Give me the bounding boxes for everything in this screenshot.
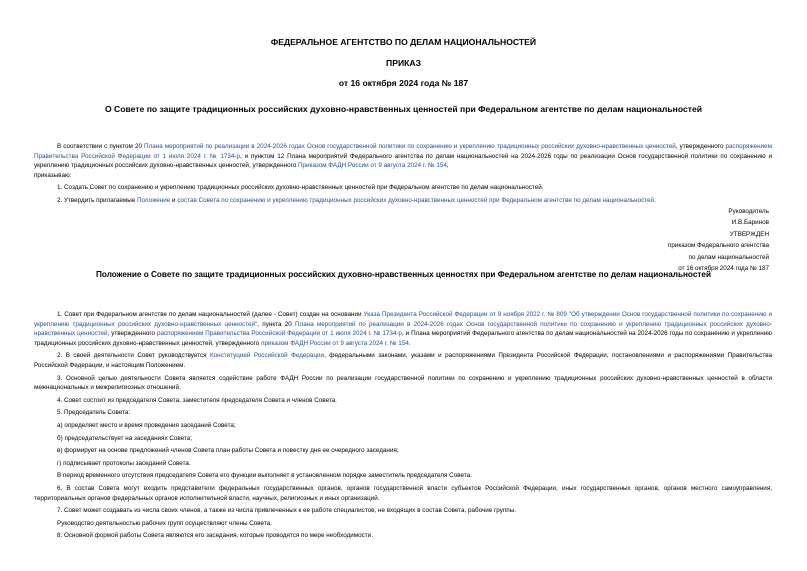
order-verb: приказываю: — [34, 171, 72, 179]
link-regulation[interactable]: Положение — [137, 196, 171, 204]
regulation-item-5: 5. Председатель Совета: — [57, 409, 131, 417]
approval-line-3: по делам национальностей — [688, 253, 769, 261]
link-fadn-order-154[interactable]: Приказом ФАДН России от 9 августа 2024 г. № 154 — [298, 162, 447, 170]
approval-line-4: от 16 октября 2024 года № 187 — [678, 265, 769, 273]
regulation-item-8: 8. Основной формой работы Совета являются его заседания, которые проводятся по мере необходимости. — [57, 532, 373, 540]
regulation-item-5b: б) председательствует на заседаниях Совета; — [57, 434, 193, 442]
doc-type-heading: ПРИКАЗ — [386, 58, 421, 68]
preamble-text-1: В соответствии с пунктом 20 — [57, 143, 145, 150]
link-plan-measures-2[interactable]: Плана мероприятий по реализации в 2024-2026 годах Основ государственной политики по сохранению и укреплению традиционных российских духовно-нравственных ценностей — [34, 320, 772, 338]
regulation-item-3: 3. Основной целью деятельности Совета является содействие работе ФАДН России по реализации государственной политики по сохранению и укреплению традиционных российских духовно-нравственных ценностей в области межнациональных и межрелигиозных отношений. — [34, 374, 772, 392]
reg-1-text-d: , и Плана мероприятий Федерального агентства по делам национальностей на 2024-2026 годы по сохранению и укреплению традиционных российских духовно-нравственных ценностей, утвержденного — [34, 330, 773, 347]
link-constitution[interactable]: Конституцией Российской Федерации — [209, 352, 325, 360]
link-council-composition[interactable]: состав Совета по сохранению и укреплению традиционных российских духовно-нравственных ценностей при Федеральном агентстве по делам национальностей — [177, 196, 655, 204]
reg-2-text-b: , федеральными законами, указами и распоряжениями Президента Российской Федерации, постановлениями и распоряжениями Правительства Российской Федерации, и настоящим Положением. — [34, 352, 772, 369]
regulation-item-5a: а) определяет место и время проведения заседаний Совета; — [57, 421, 236, 429]
link-government-order-2[interactable]: распоряжением Правительства Российской Федерации от 1 июля 2024 г. № 1734-р — [156, 330, 403, 338]
reg-1-text-b: , пункта 20 — [257, 320, 296, 328]
preamble-text-3: , и пунктом 12 Плана мероприятий Федерального агентства по делам национальностей на 2024-2026 годы по реализации Основ государственной политики по сохранению и укреплению традиционных российских духовно-нравственных ценностей, утвержденного — [34, 152, 772, 170]
regulation-title: Положение о Совете по защите традиционных российских духовно-нравственных ценностях при Федеральном агентстве по делам национальностей — [96, 270, 711, 279]
reg-2-text-a: 2. В своей деятельности Совет руководствуется — [57, 352, 210, 360]
reg-1-text-c: , утвержденного — [107, 330, 157, 338]
regulation-item-5e: В период временного отсутствия председателя Совета его функции выполняет в установленном порядке заместитель председателя Совета. — [57, 472, 472, 480]
agency-heading: ФЕДЕРАЛЬНОЕ АГЕНТСТВО ПО ДЕЛАМ НАЦИОНАЛЬНОСТЕЙ — [270, 37, 537, 47]
approval-stamp: УТВЕРЖДЕН — [729, 230, 769, 238]
regulation-block — [34, 310, 772, 541]
link-presidential-decree-809[interactable]: Указа Президента Российской Федерации от 9 ноября 2022 г. № 809 "Об утверждении Основ государственной политики по сохранению и укреплению традиционных российских духовно-нравственных ценностей" — [34, 311, 772, 328]
signature-block — [668, 206, 769, 274]
preamble-paragraph — [34, 142, 772, 171]
signature-role: Руководитель — [728, 208, 769, 215]
regulation-item-5d: г) подписывает протоколы заседаний Совета. — [57, 459, 191, 467]
preamble-block — [34, 142, 772, 206]
link-government-order[interactable]: распоряжением Правительства Российской Федерации от 1 июля 2024 г. № 1734-р — [34, 143, 772, 160]
signature-name: И.В.Баринов — [731, 219, 769, 227]
link-plan-measures[interactable]: Плана мероприятий по реализации в 2024-2026 годах Основ государственной политики по сохранению и укреплению традиционных российских духовно-нравственных ценностей — [144, 143, 676, 150]
order-2-text-b: и — [170, 196, 178, 204]
order-item-1: 1. Создать Совет по сохранению и укреплению традиционных российских духовно-нравственных ценностей при Федеральном агентстве по делам национальностей. — [57, 184, 544, 192]
preamble-text-4: , — [446, 162, 449, 170]
document-title: О Совете по защите традиционных российских духовно-нравственных ценностей при Федеральном агентстве по делам национальностей — [104, 104, 703, 114]
reg-1-text-a: 1. Совет при Федеральном агентстве по делам национальностей (далее - Совет) создан на основании — [57, 311, 364, 318]
order-2-text-c: . — [654, 196, 656, 204]
regulation-item-1 — [34, 310, 772, 348]
reg-1-text-e: . — [408, 339, 411, 347]
order-item-2 — [34, 196, 772, 206]
order-2-text-a: 2. Утвердить прилагаемые — [57, 196, 137, 204]
date-number-heading: от 16 октября 2024 года № 187 — [338, 78, 469, 88]
regulation-item-6: 6. В состав Совета могут входить представители федеральных государственных органов, органов государственной власти субъектов Российской Федерации, иных государственных органов, органов местного самоуправления, территориальных органов федеральных органов исполнительной власти, научных, религиозных и иных организаций. — [34, 484, 772, 502]
link-fadn-order-154-2[interactable]: приказом ФАДН России от 9 августа 2024 г. № 154 — [261, 339, 409, 347]
regulation-item-7: 7. Совет может создавать из числа своих членов, а также из числа привлеченных к ее работе специалистов, не входящих в состав Совета, рабочие группы. — [57, 507, 516, 515]
regulation-item-5c: в) формирует на основе предложений членов Совета план работы Совета и повестку дня ее очередного заседания; — [57, 447, 399, 455]
regulation-item-4: 4. Совет состоит из председателя Совета, заместителя председателя Совета и членов Совета. — [57, 396, 337, 404]
regulation-item-7b: Руководство деятельностью рабочих групп осуществляют члены Совета. — [57, 519, 272, 527]
regulation-item-2 — [34, 351, 772, 370]
approval-line-2: приказом Федерального агентства — [667, 242, 769, 250]
preamble-text-2: , утвержденного — [675, 143, 726, 150]
